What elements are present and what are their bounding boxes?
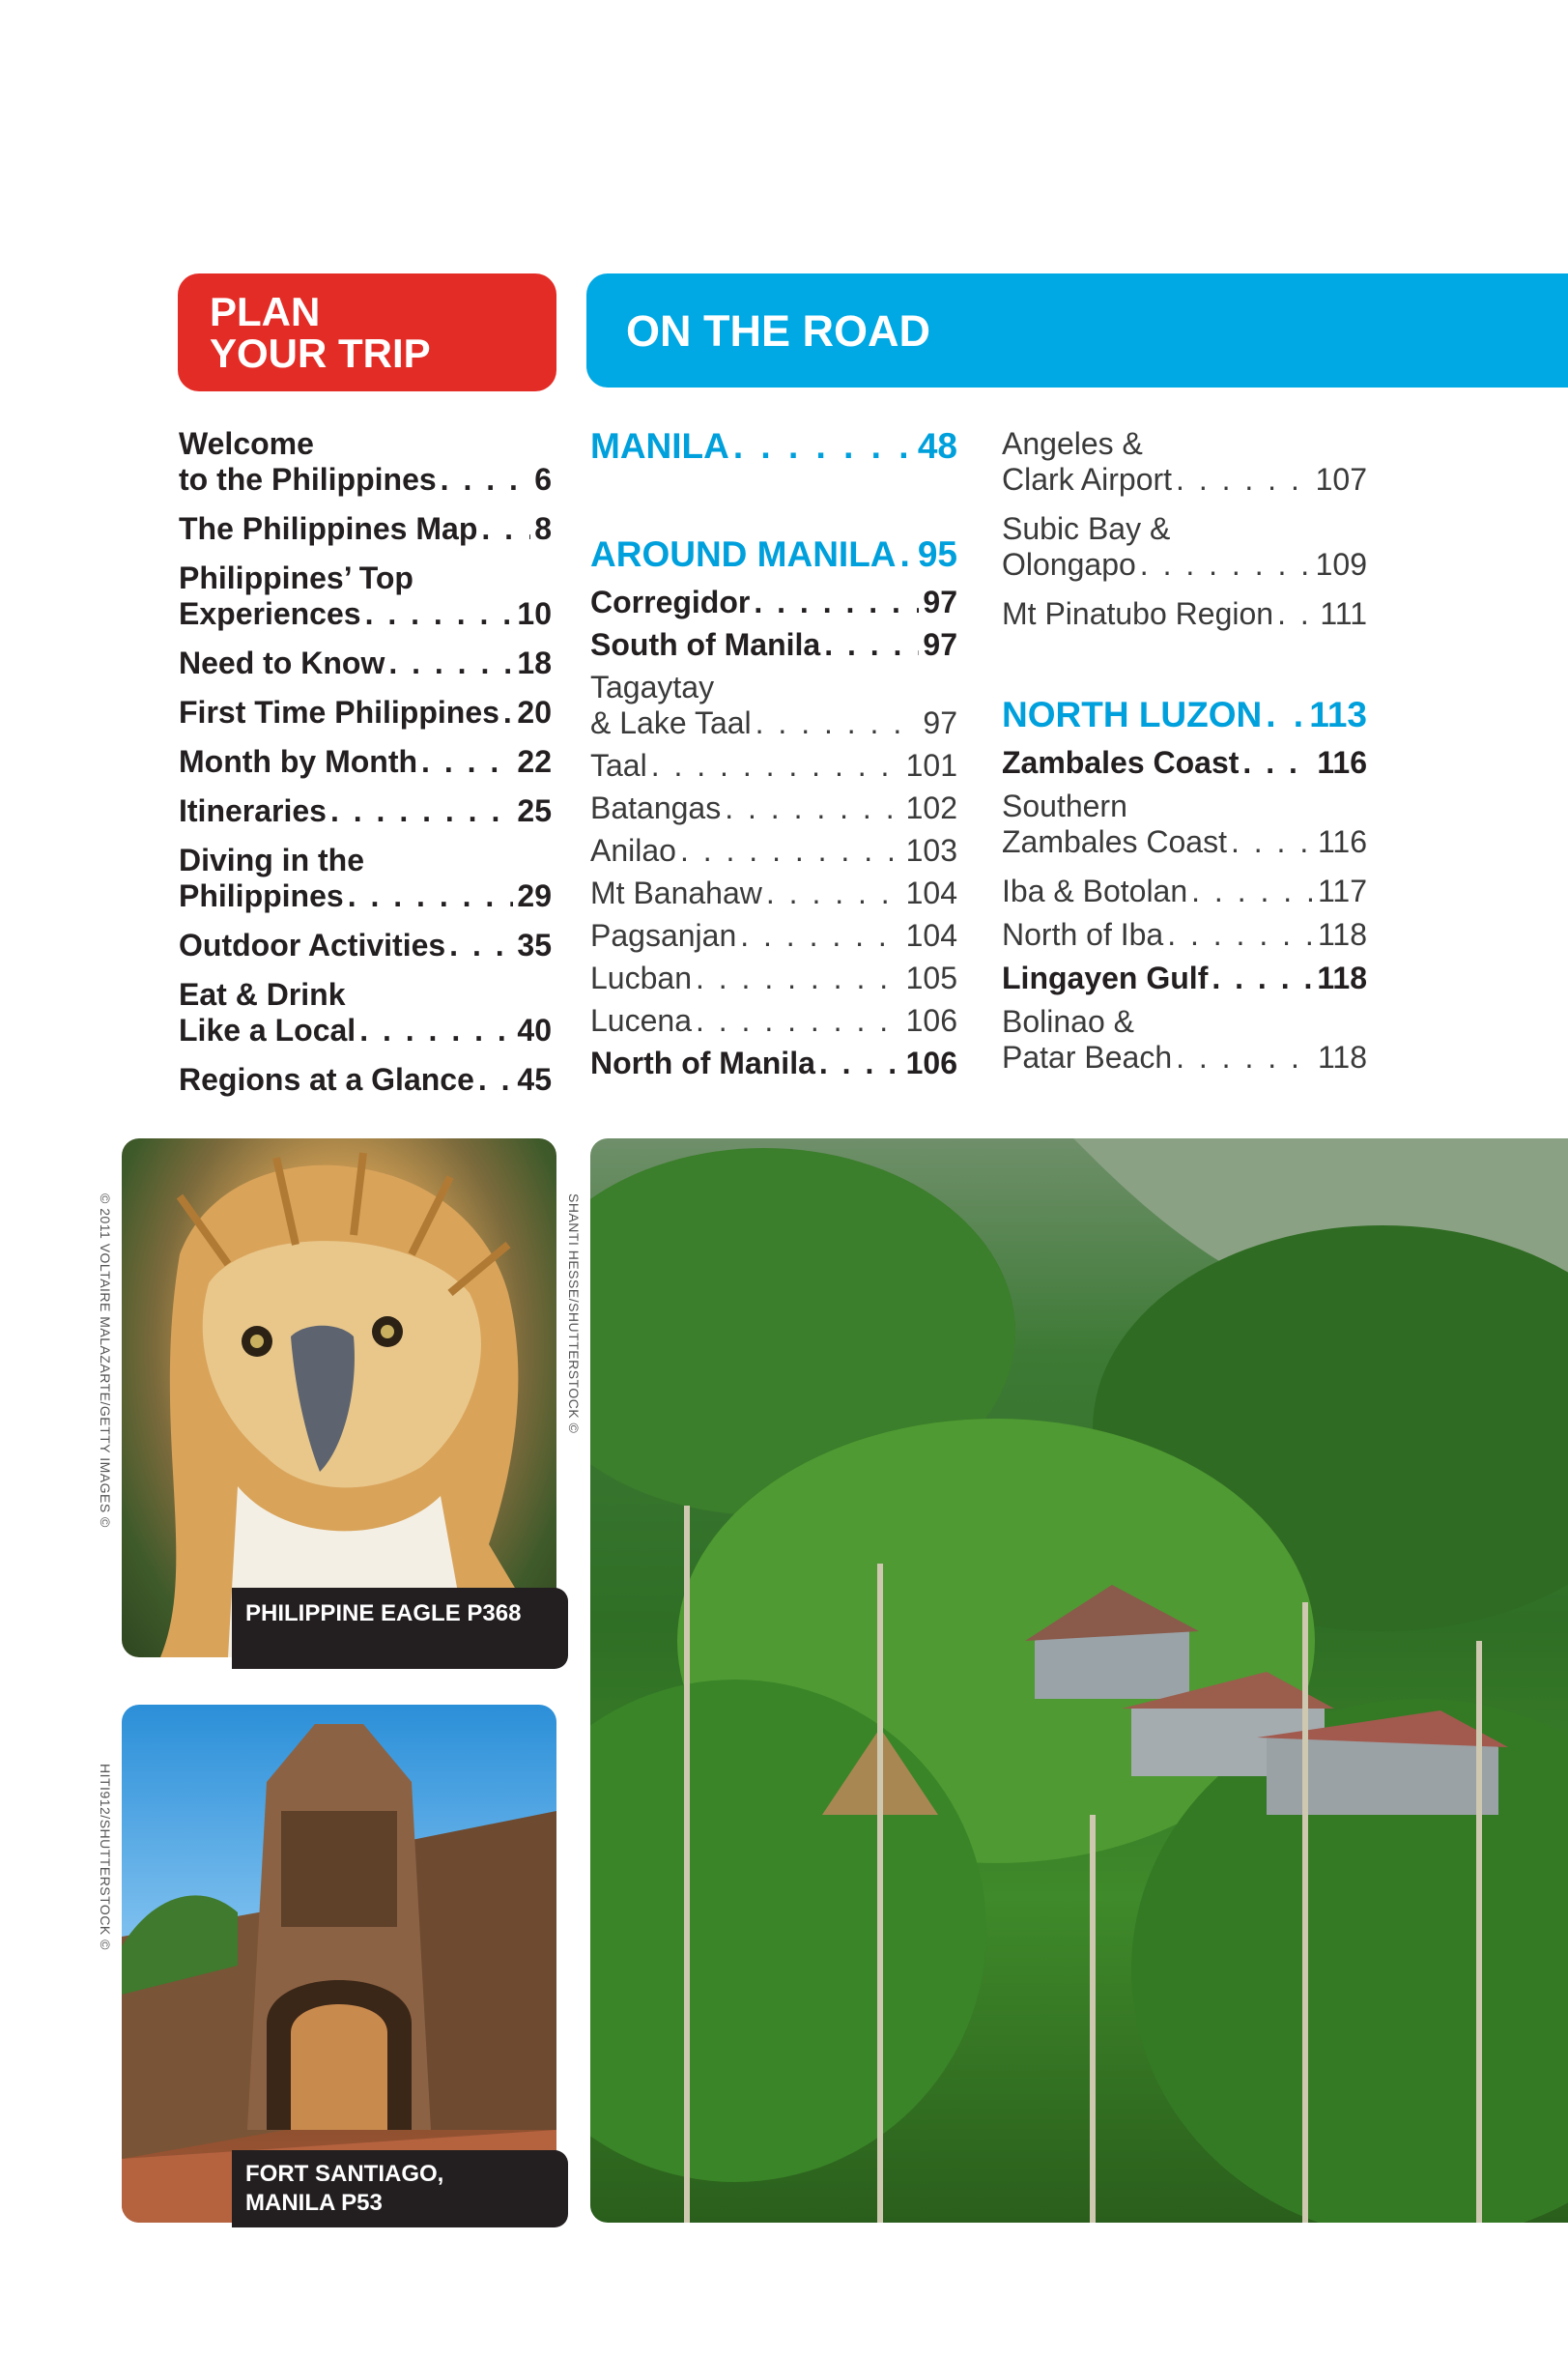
village-photo-credit: SHANTI HESSE/SHUTTERSTOCK © <box>566 1193 582 1434</box>
plan-toc-entry-row <box>179 1062 552 1098</box>
dot-leader <box>503 695 513 731</box>
plan-toc-entry <box>179 793 552 829</box>
plan-toc-entry-title: Like a Local <box>179 1013 356 1048</box>
dot-leader <box>1277 596 1316 632</box>
road-toc-entry-row <box>590 790 957 826</box>
road-toc-entry-title: & Lake Taal <box>590 705 752 740</box>
dot-leader <box>365 596 514 632</box>
plan-toc-entry-page: 8 <box>534 511 552 546</box>
road-toc-entry-title: Lingayen Gulf <box>1002 961 1209 995</box>
road-toc-entry-line: Bolinao & <box>1002 1004 1134 1039</box>
road-toc-entry-page: 106 <box>905 1003 957 1038</box>
plan-toc-entry-row <box>179 744 552 780</box>
road-toc-entry-page: 97 <box>923 585 957 619</box>
road-toc-entry-line: Southern <box>1002 789 1127 823</box>
dot-leader <box>651 748 902 784</box>
road-toc-entry <box>590 876 957 911</box>
road-toc-entry-row <box>1002 917 1367 953</box>
road-toc-entry-title: Olongapo <box>1002 547 1136 582</box>
road-toc-entry <box>590 918 957 954</box>
road-toc-entry-title: Anilao <box>590 833 676 868</box>
road-toc-entry-page: 103 <box>905 833 957 868</box>
road-toc-entry-title: Mt Pinatubo Region <box>1002 596 1274 631</box>
village-photo <box>590 1138 1568 2223</box>
road-toc-entry-page: 116 <box>1317 824 1367 859</box>
road-toc-entry-title: Pagsanjan <box>590 918 737 953</box>
fort-caption-line2: MANILA P53 <box>245 2190 383 2216</box>
road-toc-entry-row <box>1002 1040 1367 1076</box>
road-toc-entry-row <box>590 876 957 911</box>
road-toc-entry <box>1002 511 1367 583</box>
road-toc-entry-page: 113 <box>1309 695 1367 734</box>
road-toc-entry-page: 104 <box>905 876 957 910</box>
plan-toc-entry <box>179 426 552 498</box>
fort-caption-line1: FORT SANTIAGO, <box>245 2161 444 2187</box>
road-toc-entry-row <box>590 1046 957 1081</box>
road-toc-column-2 <box>1002 426 1367 1076</box>
road-toc-entry-row <box>590 833 957 869</box>
dot-leader <box>819 1046 902 1081</box>
dot-leader <box>1176 1040 1314 1076</box>
road-toc-entry-title: Zambales Coast <box>1002 824 1227 859</box>
dot-leader <box>696 961 902 996</box>
plan-toc-entry-page: 29 <box>517 878 552 913</box>
plan-toc-entry-title: Need to Know <box>179 646 385 680</box>
dot-leader <box>725 790 901 826</box>
road-toc-entry-title: Iba & Botolan <box>1002 874 1188 908</box>
road-toc-entry-row <box>590 534 957 575</box>
road-toc-entry-row <box>590 585 957 620</box>
plan-toc-entry <box>179 511 552 547</box>
road-toc-entry-line: Angeles & <box>1002 426 1143 461</box>
road-toc-entry-row <box>1002 961 1367 996</box>
road-toc-entry-row <box>590 705 957 741</box>
road-toc-entry <box>1002 874 1367 909</box>
road-toc-column-1 <box>590 426 957 1081</box>
road-toc-entry-page: 109 <box>1315 547 1367 582</box>
road-toc-entry-title: North of Iba <box>1002 917 1164 952</box>
plan-toc-entry <box>179 695 552 731</box>
village-illustration <box>590 1138 1568 2223</box>
plan-toc-entry-page: 18 <box>517 646 552 680</box>
road-toc-entry-page: 97 <box>923 705 957 740</box>
road-toc-entry-row <box>590 426 957 467</box>
dot-leader <box>1212 961 1313 996</box>
road-toc-entry-title: AROUND MANILA <box>590 534 897 574</box>
road-toc-entry <box>590 627 957 663</box>
dot-leader <box>359 1013 513 1049</box>
plan-toc-entry-title: Regions at a Glance <box>179 1062 474 1097</box>
road-toc-entry-page: 97 <box>923 627 957 662</box>
dot-leader <box>740 918 901 954</box>
dot-leader <box>388 646 513 681</box>
dot-leader <box>766 876 902 911</box>
eagle-photo-credit: © 2011 VOLTAIRE MALAZARTE/GETTY IMAGES © <box>98 1193 113 1528</box>
road-toc-entry <box>1002 695 1367 735</box>
plan-toc-entry-row <box>179 596 552 632</box>
road-toc-entry-title: Lucena <box>590 1003 692 1038</box>
road-toc-entry-row <box>1002 874 1367 909</box>
road-toc-entry <box>590 670 957 741</box>
road-toc-entry-row <box>1002 596 1367 632</box>
road-toc-entry-title: Zambales Coast <box>1002 745 1240 780</box>
plan-toc-entry-row <box>179 511 552 547</box>
road-toc-entry <box>1002 1004 1367 1076</box>
plan-toc-entry-line: Welcome <box>179 426 314 461</box>
road-toc-entry <box>1002 917 1367 953</box>
road-toc-entry-title: Clark Airport <box>1002 462 1173 497</box>
road-toc-entry-title: North of Manila <box>590 1046 815 1080</box>
road-title: ON THE ROAD <box>626 306 930 356</box>
eagle-illustration <box>122 1138 556 1657</box>
dot-leader <box>696 1003 902 1039</box>
road-toc-entry <box>590 748 957 784</box>
plan-toc-entry-title: Experiences <box>179 596 361 631</box>
road-toc-entry-title: Batangas <box>590 790 722 825</box>
plan-toc-entry-row <box>179 462 552 498</box>
plan-toc-entry-title: The Philippines Map <box>179 511 478 546</box>
road-toc-entry-line: Subic Bay & <box>1002 511 1171 546</box>
dot-leader <box>754 585 919 620</box>
road-toc-entry-page: 102 <box>905 790 957 825</box>
plan-toc-entry-title: First Time Philippines <box>179 695 499 730</box>
road-toc-entry <box>1002 745 1367 781</box>
road-toc-entry-title: South of Manila <box>590 627 821 662</box>
plan-toc-entry-title: Philippines <box>179 878 344 913</box>
dot-leader <box>1167 917 1314 953</box>
road-toc-entry-page: 105 <box>905 961 957 995</box>
fort-caption <box>232 2150 568 2227</box>
road-toc-entry <box>1002 789 1367 860</box>
dot-leader <box>1266 695 1305 735</box>
plan-toc-entry <box>179 977 552 1049</box>
road-toc-entry-row <box>1002 695 1367 735</box>
road-toc-entry-page: 107 <box>1315 462 1367 497</box>
road-toc-entry-row <box>1002 745 1367 781</box>
road-toc-entry-row <box>590 748 957 784</box>
road-toc-entry-page: 118 <box>1317 917 1367 952</box>
road-toc-entry-title: MANILA <box>590 426 729 466</box>
road-toc-entry-page: 104 <box>905 918 957 953</box>
plan-toc-entry <box>179 646 552 681</box>
plan-toc-entry <box>179 744 552 780</box>
plan-toc-entry-line: Philippines’ Top <box>179 560 413 595</box>
road-toc-entry-page: 95 <box>917 534 957 574</box>
eagle-caption-text: PHILIPPINE EAGLE P368 <box>245 1600 522 1626</box>
plan-toc-entry-page: 40 <box>517 1013 552 1048</box>
plan-toc-entry-row <box>179 793 552 829</box>
road-toc-entry-row <box>590 961 957 996</box>
road-toc-entry <box>590 961 957 996</box>
road-toc-entry-page: 111 <box>1320 596 1367 631</box>
road-toc-entry-page: 106 <box>905 1046 957 1080</box>
eagle-caption <box>232 1588 568 1669</box>
road-toc-entry-row <box>590 627 957 663</box>
dot-leader <box>1231 824 1314 860</box>
dot-leader <box>824 627 919 663</box>
plan-your-trip-banner <box>178 273 556 391</box>
road-toc-entry-row <box>590 918 957 954</box>
road-toc-entry-title: NORTH LUZON <box>1002 695 1263 734</box>
dot-leader <box>680 833 902 869</box>
plan-toc-entry <box>179 560 552 632</box>
plan-toc-entry-page: 20 <box>517 695 552 730</box>
plan-toc-entry-page: 45 <box>517 1062 552 1097</box>
plan-toc-entry-row <box>179 878 552 914</box>
dot-leader <box>441 462 531 498</box>
road-toc-entry <box>590 790 957 826</box>
dot-leader <box>330 793 513 829</box>
road-toc-entry-row <box>1002 824 1367 860</box>
road-toc-entry-page: 118 <box>1317 961 1367 995</box>
plan-toc-entry-title: Outdoor Activities <box>179 928 446 963</box>
road-toc-entry-row <box>1002 547 1367 583</box>
road-toc-entry-title: Lucban <box>590 961 692 995</box>
plan-toc-entry-page: 25 <box>517 793 552 828</box>
road-toc-entry-page: 118 <box>1317 1040 1367 1075</box>
on-the-road-banner <box>586 273 1568 388</box>
plan-title-line2: YOUR TRIP <box>210 330 431 376</box>
plan-toc-entry-page: 35 <box>517 928 552 963</box>
dot-leader <box>1140 547 1312 583</box>
philippine-eagle-photo <box>122 1138 556 1657</box>
fort-santiago-photo <box>122 1705 556 2223</box>
road-toc-entry-row <box>1002 462 1367 498</box>
road-toc-entry <box>590 1003 957 1039</box>
plan-toc-entry-title: to the Philippines <box>179 462 437 497</box>
dot-leader <box>1176 462 1312 498</box>
road-toc-entry <box>590 534 957 575</box>
dot-leader <box>1191 874 1314 909</box>
road-toc-entry-page: 116 <box>1317 745 1367 780</box>
dot-leader <box>481 511 530 547</box>
road-toc-entry-line: Tagaytay <box>590 670 715 704</box>
dot-leader <box>348 878 514 914</box>
plan-toc-entry-page: 6 <box>534 462 552 497</box>
dot-leader <box>478 1062 514 1098</box>
road-toc-entry <box>1002 596 1367 632</box>
fort-illustration <box>122 1705 556 2223</box>
road-toc-entry <box>590 1046 957 1081</box>
plan-toc-entry-title: Month by Month <box>179 744 418 779</box>
plan-title-line1: PLAN <box>210 289 321 334</box>
road-toc-entry-page: 48 <box>917 426 957 466</box>
dot-leader <box>733 426 914 467</box>
road-toc-entry <box>1002 426 1367 498</box>
road-toc-entry-page: 101 <box>905 748 957 783</box>
plan-toc-entry-line: Eat & Drink <box>179 977 346 1012</box>
dot-leader <box>755 705 920 741</box>
road-toc-entry <box>590 585 957 620</box>
road-toc-entry-page: 117 <box>1317 874 1367 908</box>
road-toc-entry-row <box>590 1003 957 1039</box>
plan-toc-entry-row <box>179 646 552 681</box>
plan-toc-entry <box>179 928 552 963</box>
plan-toc-entry <box>179 843 552 914</box>
plan-toc-entry <box>179 1062 552 1098</box>
road-toc-entry-title: Taal <box>590 748 647 783</box>
fort-photo-credit: HITI912/SHUTTERSTOCK © <box>98 1764 113 1950</box>
plan-toc <box>179 426 552 1098</box>
dot-leader <box>449 928 513 963</box>
plan-toc-entry-page: 10 <box>517 596 552 631</box>
road-toc-entry <box>1002 961 1367 996</box>
plan-toc-entry-row <box>179 928 552 963</box>
road-toc-entry <box>590 833 957 869</box>
plan-toc-entry-row <box>179 695 552 731</box>
plan-toc-entry-title: Itineraries <box>179 793 327 828</box>
road-toc-entry-title: Corregidor <box>590 585 751 619</box>
plan-toc-entry-page: 22 <box>517 744 552 779</box>
plan-toc-entry-line: Diving in the <box>179 843 364 877</box>
road-toc-entry-title: Patar Beach <box>1002 1040 1173 1075</box>
road-toc-entry <box>590 426 957 467</box>
dot-leader <box>421 744 513 780</box>
plan-toc-entry-row <box>179 1013 552 1049</box>
road-toc-entry-title: Mt Banahaw <box>590 876 762 910</box>
dot-leader <box>900 534 914 575</box>
dot-leader <box>1242 745 1313 781</box>
